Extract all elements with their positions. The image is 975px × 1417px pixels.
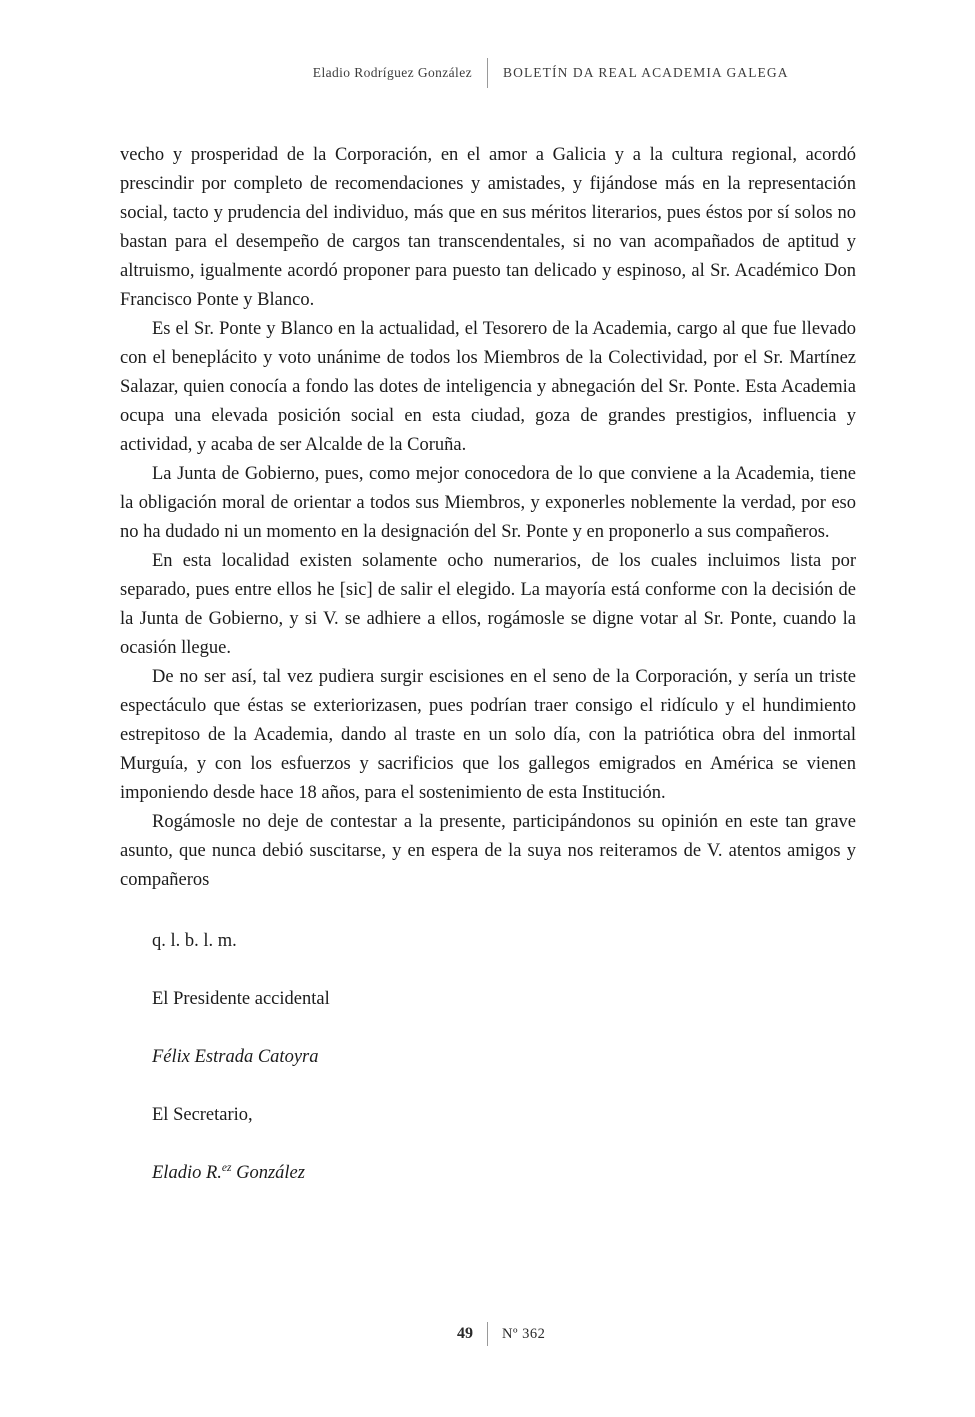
secretary-signature-pre: Eladio R. [152,1163,222,1183]
page-footer [0,1322,975,1346]
page-number: 49 [457,1325,473,1342]
secretary-signature [152,1159,856,1188]
paragraph: La Junta de Gobierno, pues, como mejor conocedora de lo que conviene a la Academia, tiene la obligación moral de orientar a todos sus Miembros, y exponerles noblemente la verdad, por eso no ha dudado ni un momento en la designación del Sr. Ponte y en proponerlo a sus compañeros. [120,464,856,542]
header-author: Eladio Rodríguez González [312,65,472,80]
paragraph: En esta localidad existen solamente ocho numerarios, de los cuales incluimos lista por separado, pues entre ellos he [sic] de salir el elegido. La mayoría está conforme con la decisión de la Junta de Gobierno, y si V. se adhiere a ellos, rogámosle se digne votar al Sr. Ponte, cuando la ocasión llegue. [120,551,856,658]
secretary-title: El Secretario, [152,1105,253,1125]
paragraph: De no ser así, tal vez pudiera surgir escisiones en el seno de la Corporación, y sería un triste espectáculo que éstas se exteriorizasen, pues podrían traer consigo el ridículo y el hundimiento estrepitoso de la Academia, dando al traste en un solo día, con la patriótica obra del inmortal Murguía, y con los esfuerzos y sacrificios que los gallegos emigrados en América se vienen imponiendo desde hace 18 años, para el sostenimiento de esta Institución. [120,667,856,803]
paragraph: vecho y prosperidad de la Corporación, en el amor a Galicia y a la cultura regional, acordó prescindir por completo de recomendaciones y amistades, y fijándose más en la representación social, tacto y prudencia del individuo, más que en sus méritos literarios, pues éstos por sí solos no bastan para el desempeño de cargos tan transcendentales, si no van acompañados de aptitud y altruismo, igualmente acordó proponer para puesto tan delicado y espinoso, al Sr. Académico Don Francisco Ponte y Blanco. [120,145,856,310]
paragraph: Rogámosle no deje de contestar a la presente, participándonos su opinión en este tan grave asunto, que nunca debió suscitarse, y en espera de la suya nos reiteramos de V. atentos amigos y compañeros [120,812,856,890]
secretary-signature-post: González [231,1163,305,1183]
header-journal-title: BOLETÍN DA REAL ACADEMIA GALEGA [503,65,789,80]
page-header [0,58,975,88]
issue-number: Nº 362 [502,1325,546,1342]
secretary-signature-superscript: ez [221,1161,232,1174]
president-signature: Félix Estrada Catoyra [152,1047,319,1067]
president-title: El Presidente accidental [152,989,330,1009]
paragraph: Es el Sr. Ponte y Blanco en la actualidad, el Tesorero de la Academia, cargo al que fue llevado con el beneplácito y voto unánime de todos los Miembros de la Colectividad, por el Sr. Martínez Salazar, quien conocía a fondo las dotes de inteligencia y abnegación del Sr. Ponte. Esta Academia ocupa una elevada posición social en esta ciudad, goza de grandes prestigios, influencia y actividad, y acaba de ser Alcalde de la Coruña. [120,319,856,455]
closing-block [120,927,856,1188]
courtesy-formula: q. l. b. l. m. [152,931,237,951]
document-body [120,141,856,1188]
